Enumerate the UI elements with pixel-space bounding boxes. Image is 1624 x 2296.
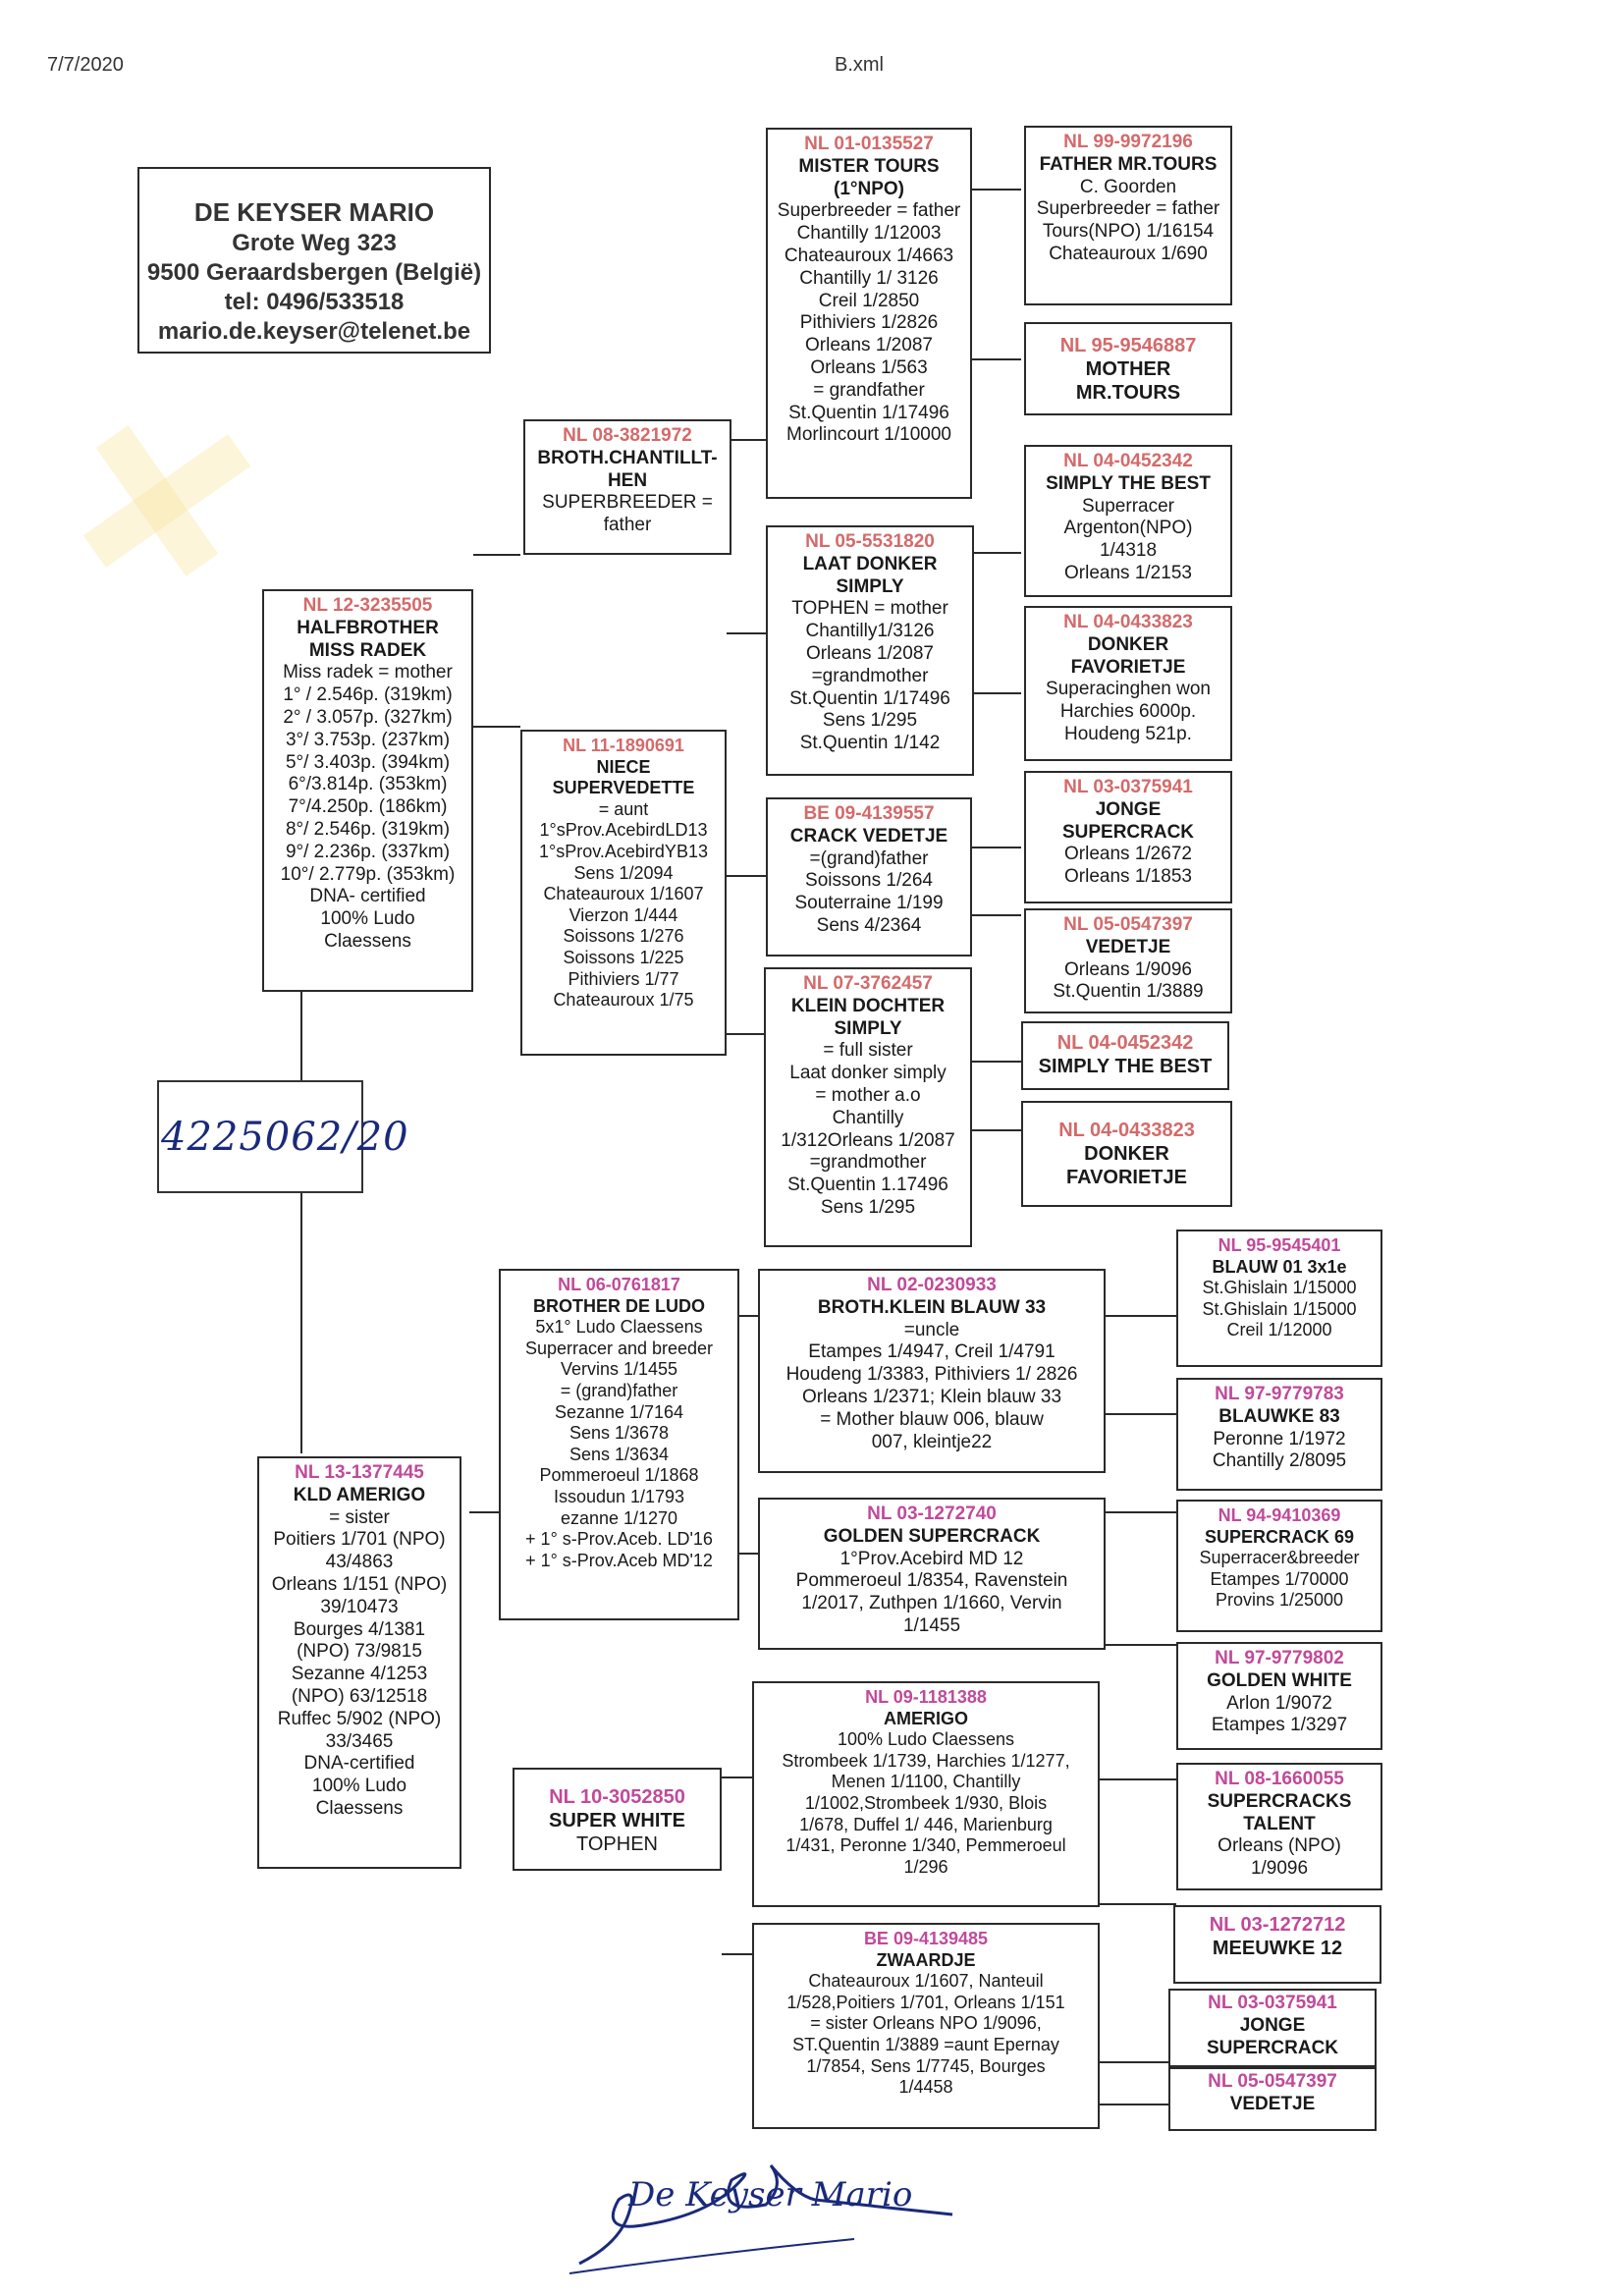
- pigeon-name: VEDETJE: [1229, 2093, 1316, 2114]
- pigeon-name: ZWAARDJE: [876, 1949, 976, 1970]
- result-line: Orleans 1/1853: [1064, 866, 1192, 888]
- ring-number: NL 95-9545401: [1218, 1235, 1341, 1255]
- result-line: 1/1455: [902, 1614, 961, 1636]
- result-line: Chateauroux 1/690: [1049, 243, 1208, 264]
- ring-number: BE 09-4139557: [803, 803, 935, 824]
- pigeon-name: MEEUWKE 12: [1212, 1938, 1343, 1959]
- result-line: 1/312Orleans 1/2087: [781, 1129, 955, 1151]
- result-line: Souterraine 1/199: [794, 893, 944, 914]
- pigeon-name: GOLDEN WHITE: [1207, 1669, 1352, 1691]
- ring-number: NL 07-3762457: [803, 973, 933, 994]
- result-line: Superacinghen won: [1046, 679, 1211, 700]
- pigeon-name: BROTHER DE LUDO: [533, 1295, 705, 1316]
- result-line: Sens 1/3678: [568, 1423, 670, 1444]
- pigeon-box-broth-klein-blauw[interactable]: [758, 1269, 1106, 1473]
- result-line: Poitiers 1/701 (NPO): [273, 1529, 446, 1551]
- pigeon-box-crack-vedetje[interactable]: [766, 797, 972, 957]
- pigeon-name: HEN: [607, 469, 648, 491]
- ring-number: NL 02-0230933: [867, 1275, 997, 1295]
- result-line: 007, kleintje22: [871, 1431, 993, 1452]
- pigeon-name: MISTER TOURS: [798, 155, 940, 177]
- ring-number: NL 04-0433823: [1063, 612, 1193, 632]
- pigeon-name: JONGE: [1239, 2014, 1306, 2036]
- result-line: Bourges 4/1381: [293, 1618, 426, 1640]
- result-line: Orleans 1/563: [810, 356, 928, 378]
- result-line: 39/10473: [320, 1596, 399, 1617]
- result-line: = sister: [329, 1506, 390, 1528]
- owner-city: 9500 Geraardsbergen (België): [146, 258, 482, 286]
- pigeon-name: BROTH.CHANTILLT-: [537, 447, 718, 468]
- result-line: Sens 1/295: [820, 1196, 916, 1218]
- result-line: Etampes 1/70000: [1210, 1568, 1349, 1589]
- result-line: Orleans 1/2371; Klein blauw 33: [801, 1386, 1062, 1407]
- result-line: Peronne 1/1972: [1213, 1428, 1346, 1449]
- pigeon-box-laat-donker[interactable]: [766, 525, 974, 776]
- pigeon-name: FAVORIETJE: [1066, 1167, 1187, 1188]
- result-line: =grandmother: [811, 665, 929, 686]
- print-date: 7/7/2020: [47, 54, 124, 76]
- result-line: Miss radek = mother: [283, 662, 453, 683]
- ring-number: NL 04-0452342: [1063, 451, 1193, 471]
- pigeon-box-klein-dochter[interactable]: [764, 967, 972, 1247]
- result-line: Pithiviers 1/2826: [799, 312, 939, 334]
- result-line: 1/4458: [898, 2077, 953, 2098]
- result-line: 10°/ 2.779p. (353km): [280, 863, 456, 885]
- result-line: = grandfather: [813, 379, 925, 401]
- pigeon-box-simply-best-2[interactable]: [1021, 1021, 1229, 1090]
- result-line: Superracer and breeder: [524, 1338, 714, 1358]
- result-line: + 1° s-Prov.Aceb. LD'16: [525, 1529, 713, 1550]
- ring-number: NL 05-0547397: [1063, 914, 1193, 935]
- result-line: + 1° s-Prov.Aceb MD'12: [525, 1550, 713, 1570]
- result-line: Houdeng 1/3383, Pithiviers 1/ 2826: [785, 1364, 1078, 1386]
- result-line: DNA- certified: [309, 886, 426, 907]
- result-line: Soissons 1/264: [805, 870, 933, 892]
- result-line: Claessens: [324, 930, 411, 952]
- pigeon-box-donker-fav-1[interactable]: [1024, 606, 1232, 761]
- pigeon-name: SUPERVEDETTE: [552, 778, 695, 798]
- pigeon-name: MISS RADEK: [308, 639, 427, 661]
- result-line: Creil 1/12000: [1226, 1320, 1332, 1340]
- pigeon-name: KLD AMERIGO: [293, 1484, 426, 1505]
- ring-number: NL 06-0761817: [558, 1275, 680, 1294]
- result-line: = mother a.o: [815, 1084, 921, 1106]
- result-line: DNA-certified: [303, 1753, 415, 1775]
- ring-number: NL 12-3235505: [302, 595, 433, 616]
- pigeon-box-halfbrother[interactable]: [262, 589, 473, 992]
- result-line: 100% Ludo: [320, 908, 415, 930]
- result-line: 6°/3.814p. (353km): [288, 774, 448, 795]
- pigeon-name: JONGE: [1095, 798, 1162, 820]
- result-line: Pithiviers 1/77: [568, 968, 679, 989]
- result-line: Morlincourt 1/10000: [786, 424, 951, 446]
- result-line: Vierzon 1/444: [568, 904, 678, 925]
- result-line: Creil 1/2850: [818, 290, 920, 311]
- ring-number: NL 08-3821972: [563, 425, 692, 446]
- ring-number: NL 05-0547397: [1208, 2071, 1337, 2092]
- result-line: Orleans 1/151 (NPO): [271, 1573, 448, 1595]
- pigeon-box-vedetje-2[interactable]: [1168, 2067, 1377, 2131]
- result-line: 1/2017, Zuthpen 1/1660, Vervin: [801, 1593, 1062, 1614]
- ring-number: NL 94-9410369: [1218, 1505, 1341, 1525]
- result-line: Etampes 1/3297: [1211, 1715, 1348, 1736]
- result-line: 1/528,Poitiers 1/701, Orleans 1/151: [786, 1992, 1065, 2012]
- pigeon-box-blauw01[interactable]: [1176, 1230, 1382, 1367]
- pigeon-box-golden-white[interactable]: [1176, 1642, 1382, 1750]
- result-line: Chantilly: [832, 1107, 904, 1128]
- pigeon-box-vedetje-1[interactable]: [1024, 908, 1232, 1013]
- result-line: Chantilly 1/12003: [796, 223, 942, 245]
- result-line: 5°/ 3.403p. (394km): [285, 751, 451, 773]
- result-line: Orleans (NPO): [1218, 1835, 1341, 1857]
- result-line: ST.Quentin 1/3889 =aunt Epernay: [792, 2034, 1059, 2054]
- pigeon-box-brother-ludo[interactable]: [499, 1269, 739, 1620]
- file-name: B.xml: [835, 54, 884, 76]
- pigeon-box-niece[interactable]: [520, 730, 727, 1056]
- pigeon-name: DONKER: [1084, 1143, 1169, 1165]
- result-line: Orleans 1/2672: [1064, 844, 1192, 865]
- result-line: = full sister: [823, 1040, 913, 1062]
- result-line: Pommeroeul 1/8354, Ravenstein: [795, 1570, 1068, 1592]
- ring-number: NL 95-9546887: [1059, 335, 1197, 356]
- pigeon-box-supercracks-talent[interactable]: [1176, 1763, 1382, 1890]
- pigeon-box-jonge-supercrack-2[interactable]: [1168, 1989, 1377, 2067]
- result-line: Sens 4/2364: [816, 914, 922, 936]
- result-line: Sens 1/3634: [568, 1444, 670, 1464]
- result-line: Houdeng 521p.: [1064, 723, 1192, 744]
- pigeon-box-zwaardje[interactable]: [752, 1923, 1100, 2129]
- result-line: Superbreeder = father: [1036, 198, 1220, 220]
- result-line: 2° / 3.057p. (327km): [283, 706, 453, 728]
- result-line: Provins 1/25000: [1215, 1590, 1344, 1611]
- result-line: 9°/ 2.236p. (337km): [285, 841, 451, 862]
- result-line: 1/678, Duffel 1/ 446, Marienburg: [799, 1814, 1053, 1834]
- pigeon-name: MR.TOURS: [1075, 382, 1181, 404]
- result-line: Sezanne 4/1253: [291, 1664, 428, 1685]
- result-line: 1/9096: [1250, 1858, 1309, 1880]
- result-line: 3°/ 3.753p. (237km): [285, 729, 451, 750]
- result-line: Argenton(NPO): [1063, 518, 1193, 539]
- result-line: Chateauroux 1/1607, Nanteuil: [808, 1971, 1044, 1992]
- result-line: Issoudun 1/1793: [553, 1486, 685, 1506]
- pigeon-box-supercrack69[interactable]: [1176, 1500, 1382, 1632]
- pigeon-name: SIMPLY THE BEST: [1046, 472, 1211, 494]
- pigeon-box-super-white[interactable]: [513, 1768, 722, 1871]
- ring-number: NL 05-5531820: [805, 531, 935, 552]
- result-line: Chateauroux 1/1607: [543, 884, 704, 904]
- result-line: Chantilly 2/8095: [1212, 1450, 1347, 1472]
- result-line: Etampes 1/4947, Creil 1/4791: [808, 1341, 1056, 1363]
- result-line: 1/7854, Sens 1/7745, Bourges: [806, 2055, 1046, 2076]
- ring-number: NL 97-9779783: [1215, 1384, 1344, 1404]
- owner-name: DE KEYSER MARIO: [193, 197, 435, 227]
- pigeon-name: FAVORIETJE: [1070, 656, 1186, 678]
- ring-number: NL 08-1660055: [1215, 1769, 1344, 1789]
- result-line: Superbreeder = father: [777, 200, 961, 222]
- pigeon-name: SUPER WHITE: [549, 1810, 685, 1831]
- result-line: Orleans 1/9096: [1064, 958, 1192, 980]
- result-line: St.Quentin 1/142: [799, 733, 941, 754]
- owner-info-box: [137, 167, 491, 354]
- pigeon-name: TALENT: [1243, 1813, 1316, 1834]
- result-line: Ruffec 5/902 (NPO): [277, 1708, 442, 1729]
- result-line: Harchies 6000p.: [1059, 701, 1197, 723]
- result-line: = (grand)father: [560, 1380, 678, 1400]
- ring-number: NL 01-0135527: [804, 134, 934, 154]
- result-line: Claessens: [315, 1797, 404, 1819]
- pigeon-name: SUPERCRACK: [1061, 821, 1195, 843]
- result-line: Orleans 1/2087: [806, 642, 934, 664]
- result-line: St.Quentin 1/3889: [1053, 981, 1204, 1003]
- result-line: SUPERBREEDER =: [542, 492, 713, 514]
- pigeon-name: SUPERCRACK: [1206, 2037, 1339, 2058]
- pigeon-box-blauwke83[interactable]: [1176, 1378, 1382, 1491]
- result-line: 43/4863: [325, 1552, 394, 1573]
- pigeon-box-father-tours[interactable]: [1024, 126, 1232, 305]
- ring-number: NL 03-1272740: [867, 1503, 997, 1524]
- result-line: Superracer&breeder: [1199, 1548, 1360, 1568]
- pigeon-box-golden-supercrack[interactable]: [758, 1498, 1106, 1650]
- handwritten-ring-box: [157, 1080, 409, 1193]
- result-line: Laat donker simply: [789, 1063, 947, 1084]
- result-line: Tours(NPO) 1/16154: [1042, 221, 1215, 243]
- pigeon-name: VEDETJE: [1085, 936, 1171, 957]
- result-line: 1° / 2.546p. (319km): [283, 684, 453, 706]
- pigeon-box-mister-tours[interactable]: [766, 128, 972, 499]
- pigeon-name: DONKER: [1087, 633, 1169, 655]
- ring-number: NL 09-1181388: [865, 1687, 987, 1707]
- ring-number: NL 04-0452342: [1056, 1032, 1194, 1054]
- result-line: = Mother blauw 006, blauw: [820, 1408, 1044, 1430]
- result-line: 33/3465: [325, 1730, 394, 1752]
- result-line: 5x1° Ludo Claessens: [535, 1317, 703, 1338]
- result-line: 1°Prov.Acebird MD 12: [839, 1548, 1024, 1569]
- pigeon-box-simply-best-1[interactable]: [1024, 445, 1232, 597]
- ring-number: NL 13-1377445: [295, 1462, 424, 1483]
- result-line: =grandmother: [809, 1152, 927, 1174]
- result-line: TOPHEN = mother: [791, 598, 948, 620]
- result-line: St.Ghislain 1/15000: [1202, 1278, 1357, 1298]
- result-line: 1/431, Peronne 1/340, Pemmeroeul: [785, 1835, 1066, 1856]
- result-line: 1°sProv.AcebirdLD13: [539, 820, 708, 841]
- pigeon-name: MOTHER: [1085, 358, 1171, 380]
- result-line: TOPHEN: [576, 1833, 658, 1855]
- pigeon-name: (1°NPO): [834, 178, 904, 199]
- result-line: 100% Ludo Claessens: [837, 1729, 1015, 1750]
- ring-number: NL 97-9779802: [1215, 1648, 1344, 1668]
- pigeon-name: FATHER MR.TOURS: [1039, 153, 1218, 175]
- ring-number: NL 04-0433823: [1058, 1120, 1195, 1141]
- pigeon-name: BROTH.KLEIN BLAUW 33: [817, 1296, 1047, 1318]
- pigeon-name: BLAUWKE 83: [1218, 1405, 1340, 1427]
- result-line: St.Ghislain 1/15000: [1202, 1298, 1357, 1319]
- pigeon-name: SIMPLY: [834, 1017, 902, 1039]
- result-line: Superracer: [1082, 495, 1174, 517]
- result-line: 7°/4.250p. (186km): [288, 796, 448, 818]
- result-line: Pommeroeul 1/1868: [539, 1465, 699, 1486]
- result-line: St.Quentin 1.17496: [787, 1175, 948, 1196]
- pigeon-box-amerigo[interactable]: [752, 1681, 1100, 1907]
- signature: De Keyser Mario: [628, 2175, 913, 2214]
- result-line: Sezanne 1/7164: [554, 1401, 684, 1422]
- result-line: Arlon 1/9072: [1226, 1692, 1332, 1714]
- pigeon-name: CRACK VEDETJE: [789, 825, 948, 847]
- result-line: 8°/ 2.546p. (319km): [285, 818, 451, 840]
- result-line: Chateauroux 1/75: [553, 990, 694, 1011]
- handwritten-ring-number: 4225062/20: [161, 1115, 409, 1160]
- ring-number: NL 03-0375941: [1063, 777, 1193, 797]
- ring-number: NL 03-0375941: [1208, 1993, 1337, 2013]
- result-line: ezanne 1/1270: [560, 1507, 678, 1528]
- result-line: Chantilly 1/ 3126: [799, 267, 939, 289]
- pigeon-box-donker-fav-2[interactable]: [1021, 1101, 1232, 1207]
- pigeon-box-jonge-supercrack-1[interactable]: [1024, 771, 1232, 903]
- result-line: C. Goorden: [1079, 176, 1177, 197]
- result-line: 1/1002,Strombeek 1/930, Blois: [804, 1792, 1048, 1813]
- pigeon-name: BLAUW 01 3x1e: [1212, 1256, 1347, 1277]
- result-line: =(grand)father: [809, 847, 929, 869]
- result-line: (NPO) 73/9815: [297, 1641, 422, 1663]
- ring-number: NL 11-1890691: [563, 736, 684, 755]
- result-line: St.Quentin 1/17496: [789, 687, 950, 709]
- result-line: Vervins 1/1455: [560, 1359, 678, 1380]
- result-line: Sens 1/2094: [573, 862, 674, 883]
- pigeon-name: NIECE: [596, 756, 651, 777]
- pigeon-name: SUPERCRACK 69: [1204, 1526, 1355, 1547]
- result-line: Menen 1/1100, Chantilly: [831, 1772, 1021, 1792]
- result-line: Chantilly1/3126: [805, 621, 935, 642]
- pigeon-box-meeuwke12[interactable]: [1173, 1905, 1381, 1984]
- result-line: Soissons 1/276: [563, 926, 684, 947]
- ring-number: NL 10-3052850: [549, 1786, 685, 1808]
- ring-number: BE 09-4139485: [863, 1929, 989, 1948]
- pigeon-name: SIMPLY: [836, 575, 904, 597]
- pigeon-name: HALFBROTHER: [297, 617, 439, 638]
- pigeon-name: SUPERCRACKS: [1207, 1790, 1352, 1812]
- result-line: =uncle: [903, 1319, 960, 1340]
- pigeon-name: LAAT DONKER: [802, 553, 938, 574]
- result-line: (NPO) 63/12518: [291, 1685, 428, 1707]
- pigeon-box-broth-chantill[interactable]: [523, 419, 731, 555]
- result-line: St.Quentin 1/17496: [788, 402, 949, 423]
- result-line: Soissons 1/225: [563, 947, 684, 967]
- result-line: 1/4318: [1099, 540, 1158, 562]
- result-line: father: [603, 515, 652, 536]
- result-line: Sens 1/295: [822, 710, 918, 732]
- result-line: Chateauroux 1/4663: [784, 245, 954, 266]
- result-line: = aunt: [598, 798, 649, 819]
- result-line: Strombeek 1/1739, Harchies 1/1277,: [782, 1750, 1070, 1771]
- owner-street: Grote Weg 323: [232, 229, 397, 256]
- ring-number: NL 99-9972196: [1063, 132, 1193, 152]
- owner-phone: tel: 0496/533518: [224, 288, 405, 315]
- result-line: 100% Ludo: [311, 1776, 407, 1797]
- result-line: Orleans 1/2087: [805, 335, 933, 356]
- pigeon-name: SIMPLY THE BEST: [1038, 1056, 1213, 1077]
- pigeon-box-mother-tours[interactable]: [1024, 322, 1232, 415]
- pigeon-name: GOLDEN SUPERCRACK: [823, 1525, 1041, 1547]
- owner-email: mario.de.keyser@telenet.be: [157, 317, 471, 345]
- pigeon-name: AMERIGO: [883, 1708, 968, 1728]
- pigeon-box-kld-amerigo[interactable]: [257, 1456, 461, 1869]
- ring-number: NL 03-1272712: [1209, 1914, 1346, 1936]
- result-line: 1°sProv.AcebirdYB13: [539, 841, 708, 861]
- pigeon-name: KLEIN DOCHTER: [790, 995, 946, 1016]
- result-line: Orleans 1/2153: [1064, 562, 1192, 583]
- result-line: 1/296: [903, 1856, 948, 1877]
- result-line: = sister Orleans NPO 1/9096,: [810, 2013, 1042, 2034]
